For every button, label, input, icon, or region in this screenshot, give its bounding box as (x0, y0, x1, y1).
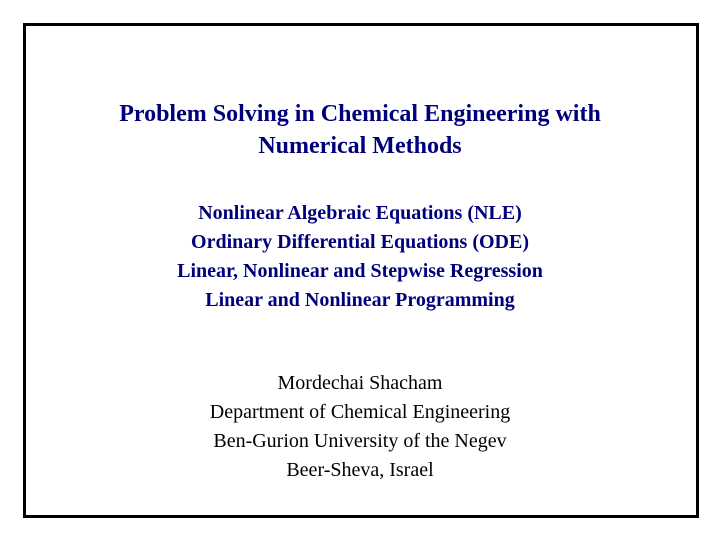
topic-item-programming: Linear and Nonlinear Programming (205, 289, 515, 311)
title-line-2: Numerical Methods (258, 133, 462, 159)
author-location: Beer-Sheva, Israel (286, 459, 434, 481)
topic-list (0, 199, 720, 315)
author-block (0, 369, 720, 485)
topic-item-ode: Ordinary Differential Equations (ODE) (191, 231, 529, 253)
topic-item-regression: Linear, Nonlinear and Stepwise Regression (177, 260, 543, 282)
title-line-1: Problem Solving in Chemical Engineering with (119, 101, 601, 127)
author-university: Ben-Gurion University of the Negev (213, 430, 507, 452)
author-department: Department of Chemical Engineering (209, 401, 511, 423)
author-name: Mordechai Shacham (277, 372, 443, 394)
slide-title (0, 98, 720, 162)
topic-item-nle: Nonlinear Algebraic Equations (NLE) (198, 202, 522, 224)
